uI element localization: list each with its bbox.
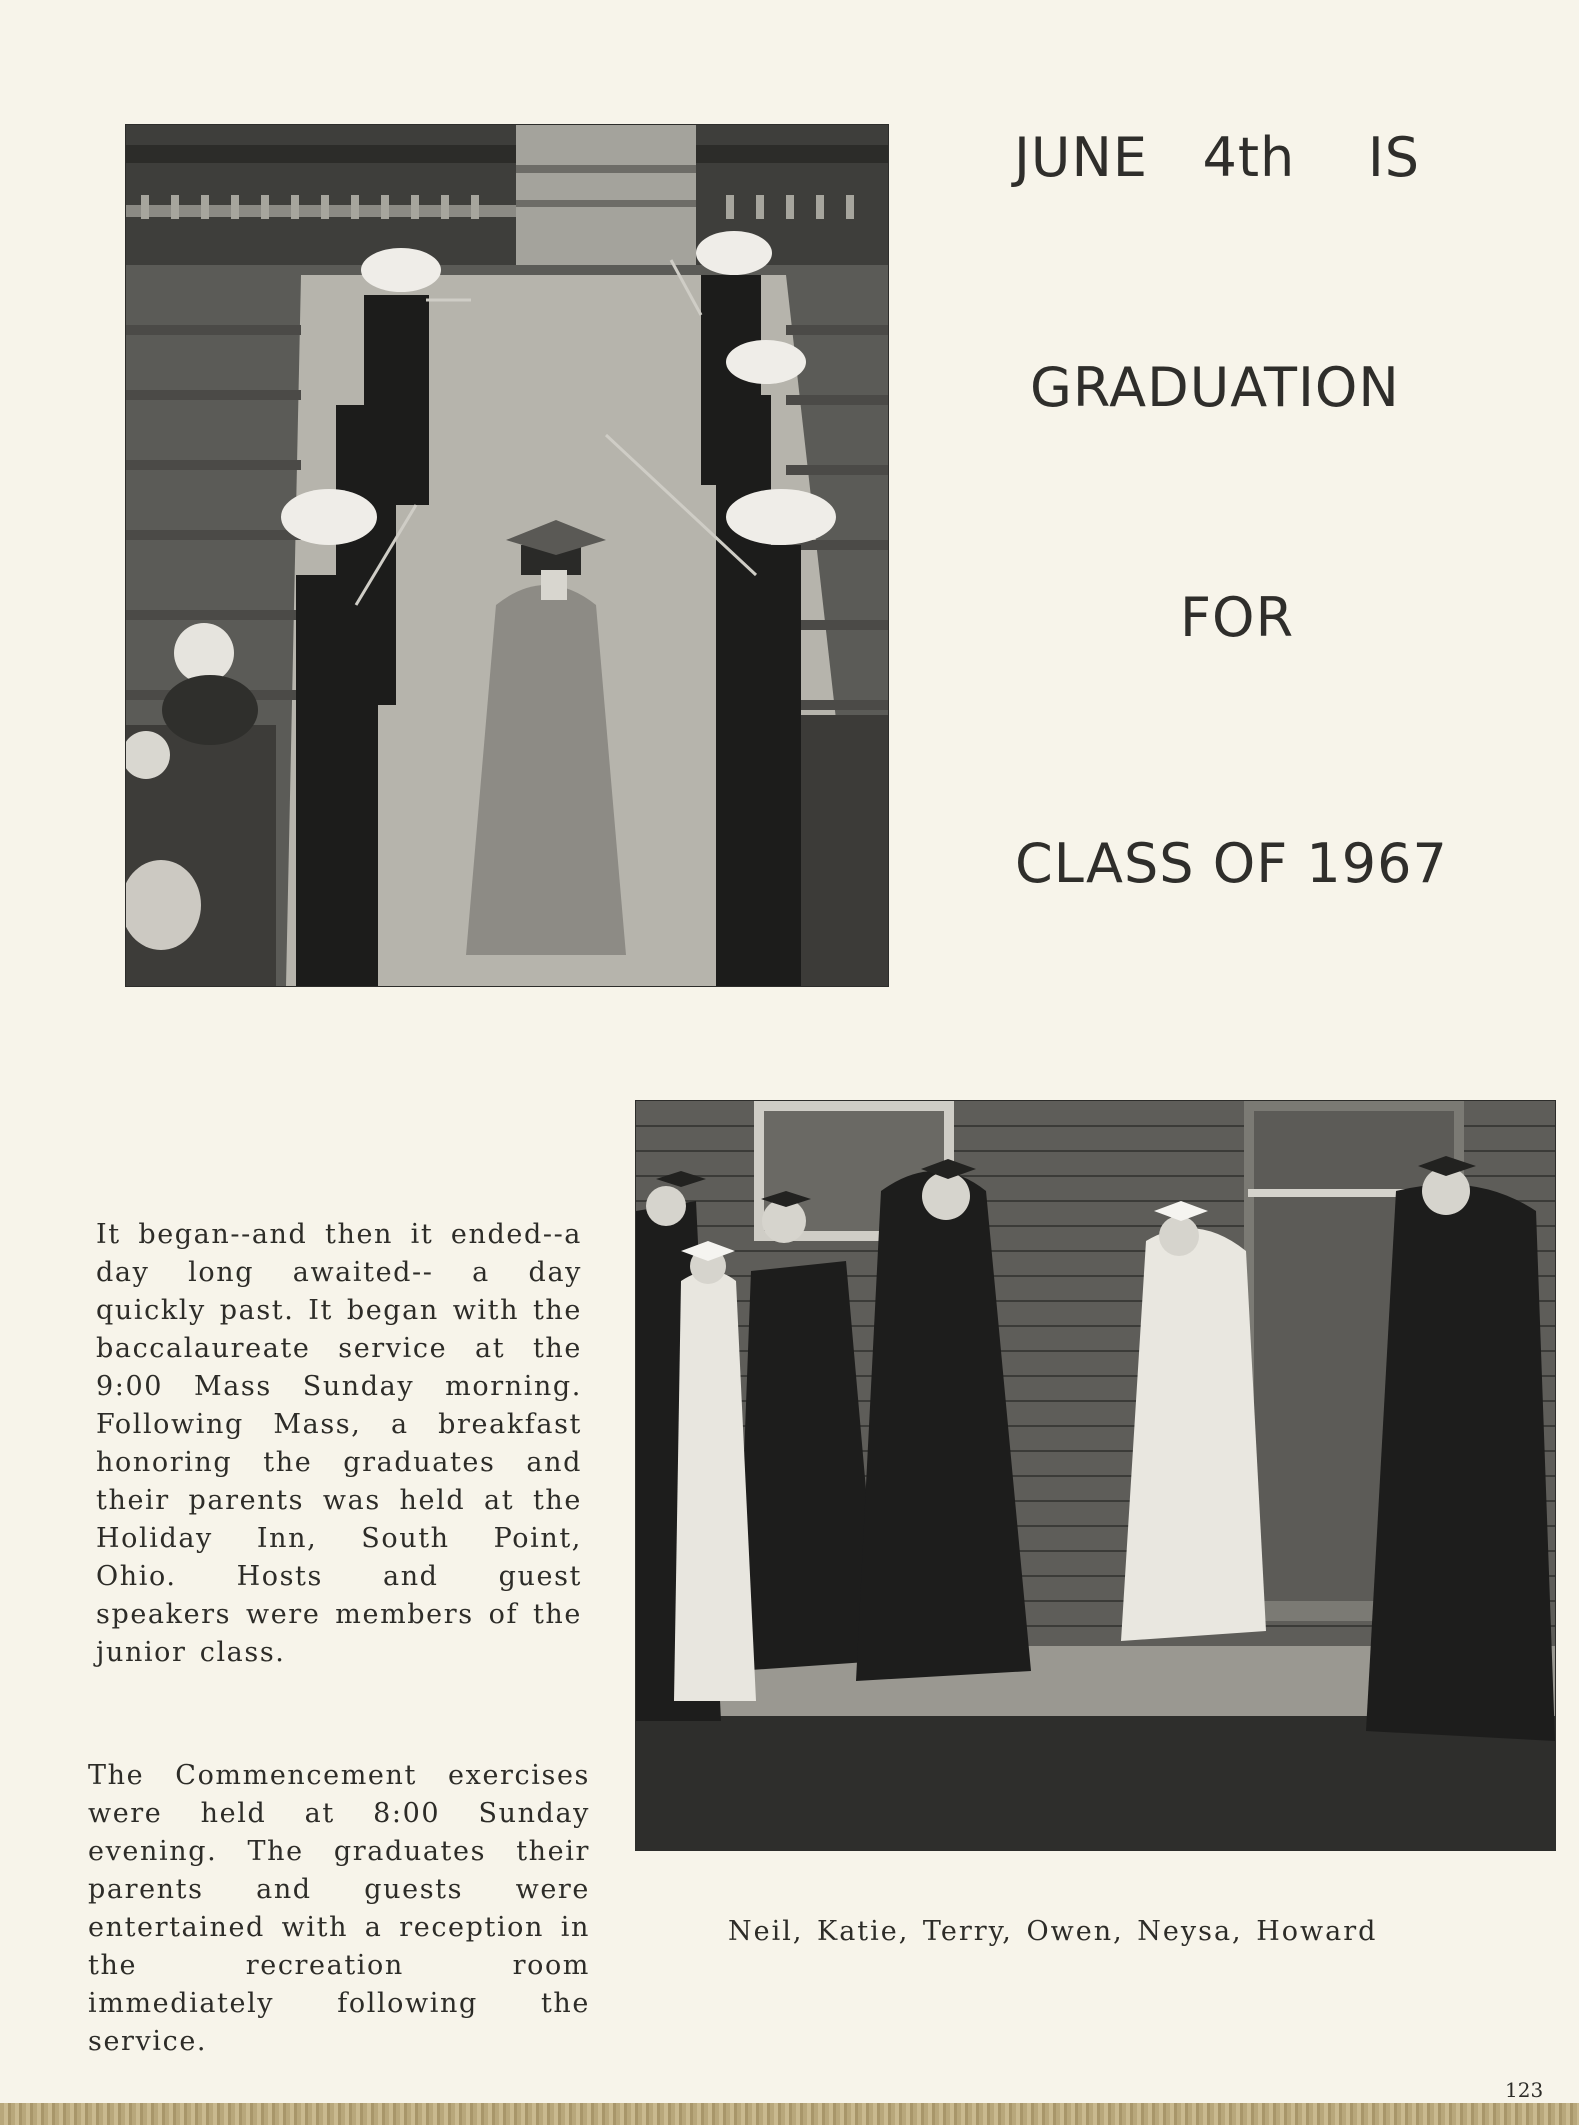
article-paragraph-1: It began--and then it ended--a day long awaited-- a day quickly past. It began with the baccalaureate service at the 9:00 Mass Sunday morning. Following Mass, a breakfast honoring the graduates and their parents was held at the Holiday Inn, South Point, Ohio. Hosts and guest speakers were members of the junior class. (96, 1219, 582, 1668)
headline-line-1: JUNE 4th IS (1014, 126, 1421, 189)
photo-church-procession (126, 125, 888, 986)
page-bottom-edge (0, 2103, 1579, 2125)
photo-caption: Neil, Katie, Terry, Owen, Neysa, Howard (728, 1916, 1378, 1947)
photo-graduates-brick-building (636, 1101, 1555, 1850)
headline-line-2: GRADUATION (1030, 356, 1400, 419)
article-paragraph-2: The Commencement exercises were held at 8:00 Sunday evening. The graduates their parents and guests were entertained with a reception in the recreation room immediately following the service. (88, 1760, 590, 2057)
headline-line-4: CLASS OF 1967 (1015, 832, 1448, 895)
headline-line-3: FOR (1180, 586, 1295, 649)
page-number: 123 (1505, 2078, 1544, 2102)
